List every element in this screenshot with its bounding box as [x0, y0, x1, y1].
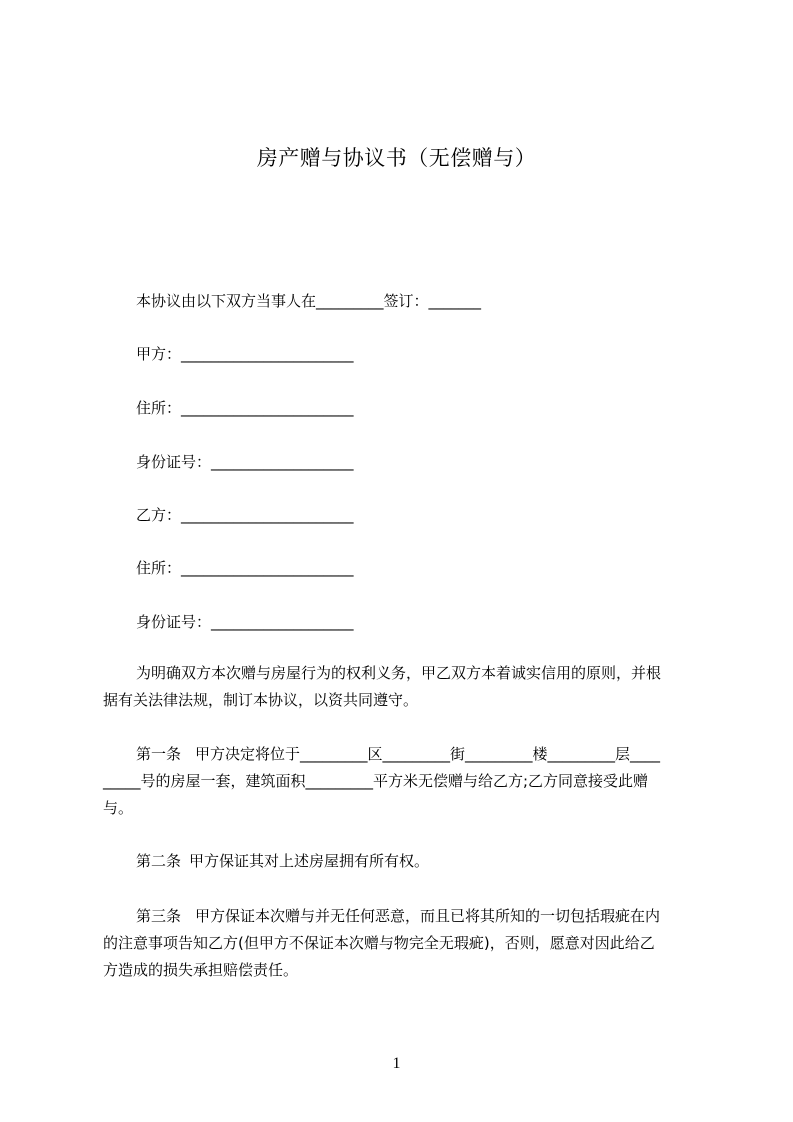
article-3-line-1 [136, 903, 702, 930]
article-3-text-1: 甲方保证本次赠与并无任何恶意，而且已将其所知的一切包括瑕疵在内 [195, 907, 661, 925]
preamble-line-1: 为明确双方本次赠与房屋行为的权利义务，甲乙双方本着诚实信用的原则，并根 [136, 664, 662, 682]
page-number: 1 [392, 1055, 401, 1072]
intro-line: 本协议由以下双方当事人在_________签订：_______ [136, 292, 482, 310]
preamble-paragraph [103, 660, 702, 714]
party-b-address-field: 住所：_______________________ [136, 559, 354, 577]
article-2-label: 第二条 [136, 852, 182, 870]
article-1-label: 第一条 [136, 745, 182, 763]
party-a-field: 甲方：_______________________ [136, 345, 354, 363]
article-1-paragraph [103, 741, 702, 822]
article-2-text: 甲方保证其对上述房屋拥有所有权。 [189, 852, 430, 870]
party-b-id-field: 身份证号：___________________ [136, 613, 354, 631]
article-1-text-1: 甲方决定将位于_________区_________街_________楼_________层____ [195, 745, 661, 763]
article-3-label: 第三条 [136, 907, 182, 925]
document-title: 房产赠与协议书（无偿赠与） [256, 146, 537, 170]
party-b-field: 乙方：_______________________ [136, 506, 354, 524]
party-a-id-field: 身份证号：___________________ [136, 453, 354, 471]
article-3-paragraph [103, 903, 702, 984]
article-3-line-3: 方造成的损失承担赔偿责任。 [103, 961, 299, 979]
article-1-line-3: 与。 [103, 799, 134, 817]
article-1-line-1 [136, 741, 702, 768]
article-1-line-2: _____号的房屋一套，建筑面积_________平方米无偿赠与给乙方;乙方同意接受此赠 [103, 772, 649, 790]
preamble-line-2: 据有关法律法规，制订本协议，以资共同遵守。 [103, 691, 419, 709]
article-3-line-2: 的注意事项告知乙方(但甲方不保证本次赠与物完全无瑕疵)，否则，愿意对因此给乙 [103, 934, 655, 952]
party-a-address-field: 住所：_______________________ [136, 399, 354, 417]
article-2-paragraph [136, 851, 429, 871]
